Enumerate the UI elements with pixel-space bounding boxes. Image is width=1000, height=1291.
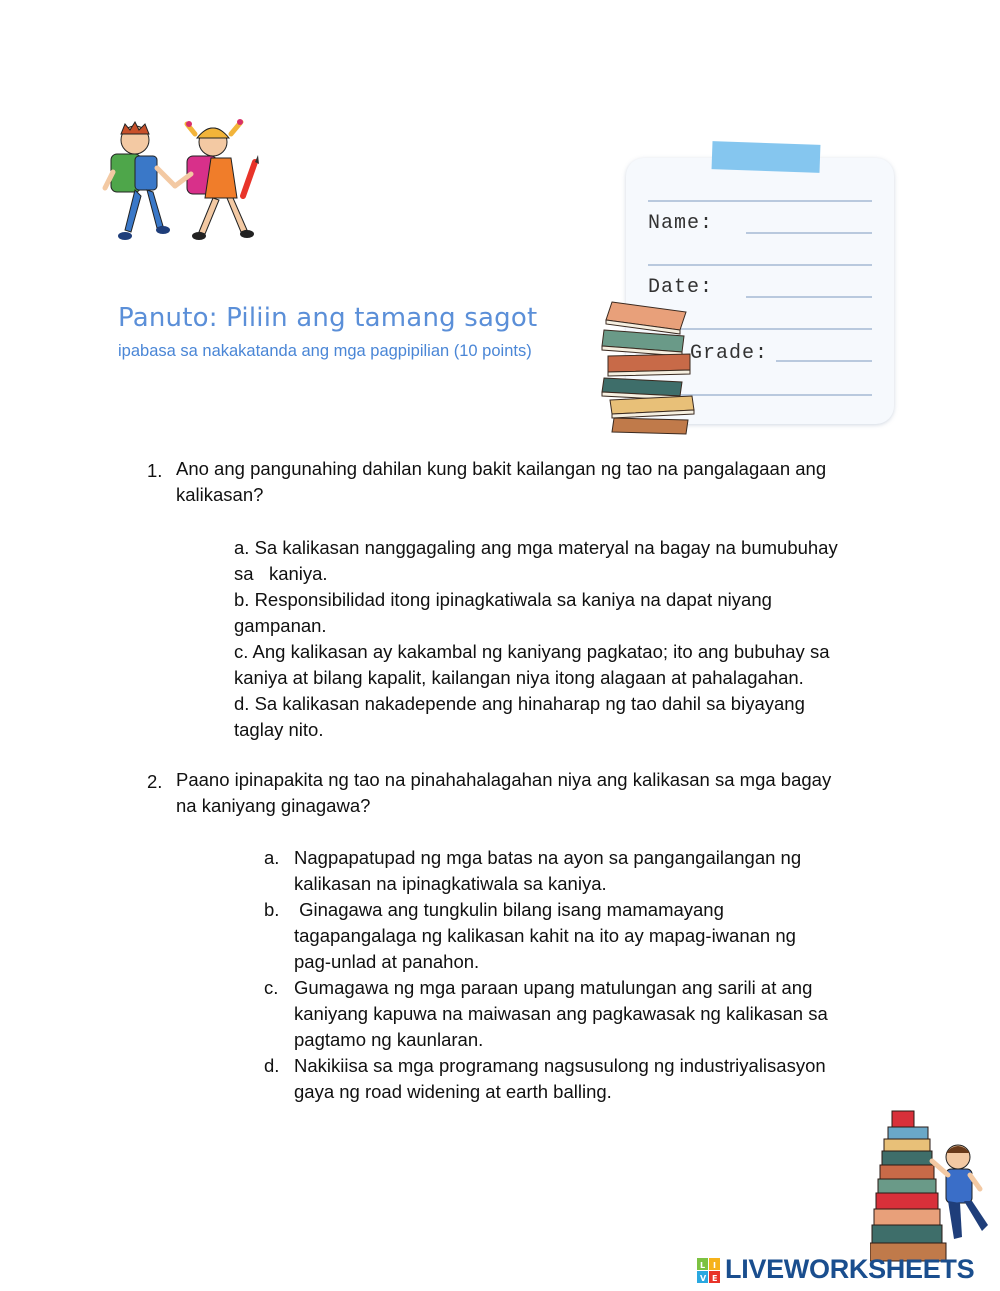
option-line: a. Sa kalikasan nanggagaling ang mga materyal na bagay na bumubuhay [234, 537, 838, 558]
option-line: pagtamo ng kaunlaran. [294, 1029, 484, 1050]
option-line: kaniyang kapuwa na maiwasan ang pagkawasak ng kalikasan sa [294, 1003, 828, 1024]
option-letter: d. [264, 1055, 280, 1076]
option-line: Nakikiisa sa mga programang nagsusulong ng industriyalisasyon [294, 1055, 826, 1076]
question-1-text [176, 456, 826, 508]
question-2-option-d[interactable] [294, 1053, 826, 1105]
option-line: kaniya at bilang kapalit, kailangan niya itong alagaan at pahalagahan. [234, 667, 804, 688]
option-letter: a. [264, 847, 280, 868]
option-letter: c. [264, 977, 279, 998]
option-line: Ginagawa ang tungkulin bilang isang mamamayang [294, 899, 724, 920]
question-2-option-b[interactable] [294, 897, 796, 975]
question-2-text [176, 767, 831, 819]
tape-decoration [712, 141, 821, 173]
kid-climbing-books-illustration [870, 1105, 995, 1265]
card-line [648, 200, 872, 202]
question-1-option-a[interactable] [234, 535, 838, 587]
option-line: sa kaniya. [234, 563, 328, 584]
liveworksheets-wordmark: LIVEWORKSHEETS [725, 1254, 975, 1284]
instruction-title: Panuto: Piliin ang tamang sagot [118, 303, 538, 333]
liveworksheets-logo [697, 1256, 997, 1286]
question-1-option-b[interactable] [234, 587, 772, 639]
option-line: Gumagawa ng mga paraan upang matulungan ang sarili at ang [294, 977, 813, 998]
svg-text:E: E [712, 1274, 718, 1283]
kids-with-backpacks-illustration [95, 112, 275, 252]
question-2-option-a[interactable] [294, 845, 801, 897]
question-1-option-c[interactable] [234, 639, 830, 691]
card-line [648, 264, 872, 266]
instruction-subtitle: ipabasa sa nakakatanda ang mga pagpipilian (10 points) [118, 342, 532, 360]
question-line: Paano ipinapakita ng tao na pinahahalagahan niya ang kalikasan sa mga bagay [176, 769, 832, 790]
option-line: d. Sa kalikasan nakadepende ang hinaharap ng tao dahil sa biyayang [234, 693, 805, 714]
question-1-option-d[interactable] [234, 691, 805, 743]
question-number: 2. [147, 771, 163, 792]
svg-text:V: V [700, 1274, 707, 1283]
name-label: Name: [648, 212, 714, 235]
svg-text:L: L [700, 1261, 706, 1270]
option-line: pag-unlad at panahon. [294, 951, 480, 972]
option-line: Nagpapatupad ng mga batas na ayon sa pangangailangan ng [294, 847, 802, 868]
option-line: kalikasan na ipinagkatiwala sa kaniya. [294, 873, 607, 894]
option-line: tagapangalaga ng kalikasan kahit na ito ay mapag-iwanan ng [294, 925, 796, 946]
book-stack-illustration [598, 296, 708, 438]
grade-label: Grade: [690, 342, 769, 365]
question-line: Ano ang pangunahing dahilan kung bakit kailangan ng tao na pangalagaan ang [176, 458, 827, 479]
date-label: Date: [648, 276, 714, 299]
option-line: c. Ang kalikasan ay kakambal ng kaniyang pagkatao; ito ang bubuhay sa [234, 641, 830, 662]
question-line: kalikasan? [176, 484, 264, 505]
question-2-option-c[interactable] [294, 975, 828, 1053]
option-line: gaya ng road widening at earth balling. [294, 1081, 612, 1102]
question-line: na kaniyang ginagawa? [176, 795, 371, 816]
name-line [746, 232, 872, 234]
grade-line [776, 360, 872, 362]
option-line: b. Responsibilidad itong ipinagkatiwala sa kaniya na dapat niyang [234, 589, 772, 610]
option-line: taglay nito. [234, 719, 324, 740]
option-line: gampanan. [234, 615, 327, 636]
date-line [746, 296, 872, 298]
liveworksheets-badge-icon [697, 1258, 721, 1284]
option-letter: b. [264, 899, 280, 920]
svg-text:I: I [713, 1261, 716, 1270]
question-number: 1. [147, 460, 163, 481]
